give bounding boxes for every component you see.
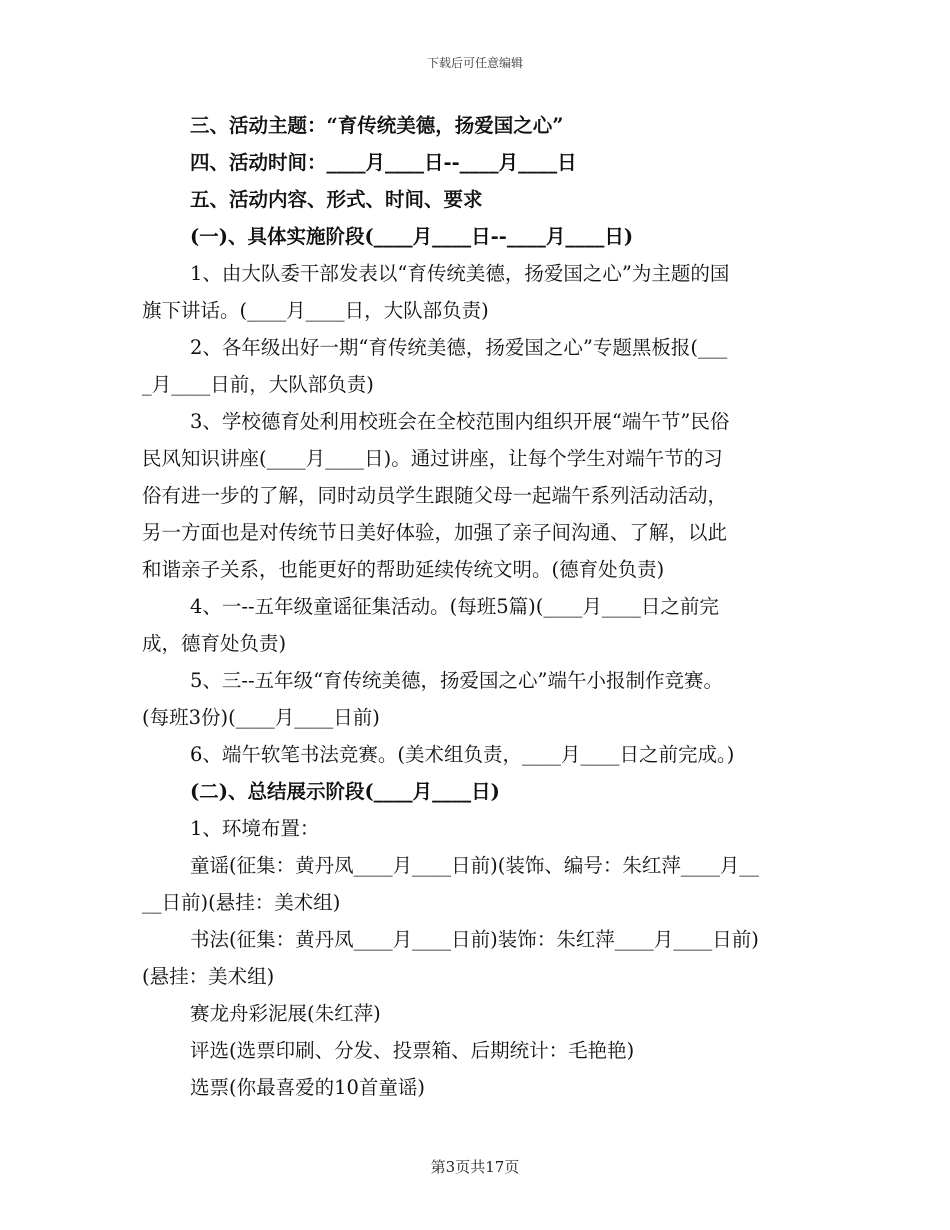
text-line: (一)、具体实施阶段(____月____日--____月____日) [190,225,634,248]
text-line: _月____日前，大队部负责) [142,373,374,396]
text-line: 童谣(征集：黄丹凤____月____日前)(装饰、编号：朱红萍____月__ [190,854,759,877]
text-line: 5、三--五年级“育传统美德，扬爱国之心”端午小报制作竞赛。 [190,669,724,692]
text-line: 旗下讲话。(____月____日，大队部负责) [142,299,489,322]
text-line: 3、学校德育处利用校班会在全校范围内组织开展“端午节”民俗 [190,410,730,433]
text-line: (二)、总结展示阶段(____月____日) [190,780,500,803]
text-line: 成，德育处负责) [142,632,287,655]
page-footer: 第3页共17页 [430,1158,520,1176]
text-line: 赛龙舟彩泥展(朱红萍) [190,1002,381,1025]
document-body [142,107,812,1106]
text-line: 书法(征集：黄丹凤____月____日前)装饰：朱红萍____月____日前) [190,928,759,951]
text-line: 民风知识讲座(____月____日)。通过讲座，让每个学生对端午节的习 [142,447,723,470]
text-line: __日前)(悬挂：美术组) [142,891,341,914]
text-line: 另一方面也是对传统节日美好体验，加强了亲子间沟通、了解，以此 [142,521,728,544]
text-line: 三、活动主题：“育传统美德，扬爱国之心” [190,114,564,137]
text-line: 2、各年级出好一期“育传统美德，扬爱国之心”专题黑板报(___ [190,336,728,359]
text-line: 1、环境布置： [190,817,320,840]
text-line: 五、活动内容、形式、时间、要求 [190,188,483,211]
text-line: 和谐亲子关系，也能更好的帮助延续传统文明。(德育处负责) [142,558,665,581]
text-line: 1、由大队委干部发表以“育传统美德，扬爱国之心”为主题的国 [190,262,730,285]
text-line: 评选(选票印刷、分发、投票箱、后期统计：毛艳艳) [190,1039,635,1062]
text-line: (悬挂：美术组) [142,965,275,988]
text-line: 俗有进一步的了解，同时动员学生跟随父母一起端午系列活动活动， [142,484,728,507]
text-line: 6、端午软笔书法竞赛。(美术组负责，____月____日之前完成。) [190,743,735,766]
page-header: 下载后可任意编辑 [426,56,523,70]
text-line: 4、一--五年级童谣征集活动。(每班5篇)(____月____日之前完 [190,595,719,618]
text-line: 四、活动时间：____月____日--____月____日 [190,151,577,174]
text-line: 选票(你最喜爱的10首童谣) [190,1076,426,1099]
text-line: (每班3份)(____月____日前) [142,706,380,729]
